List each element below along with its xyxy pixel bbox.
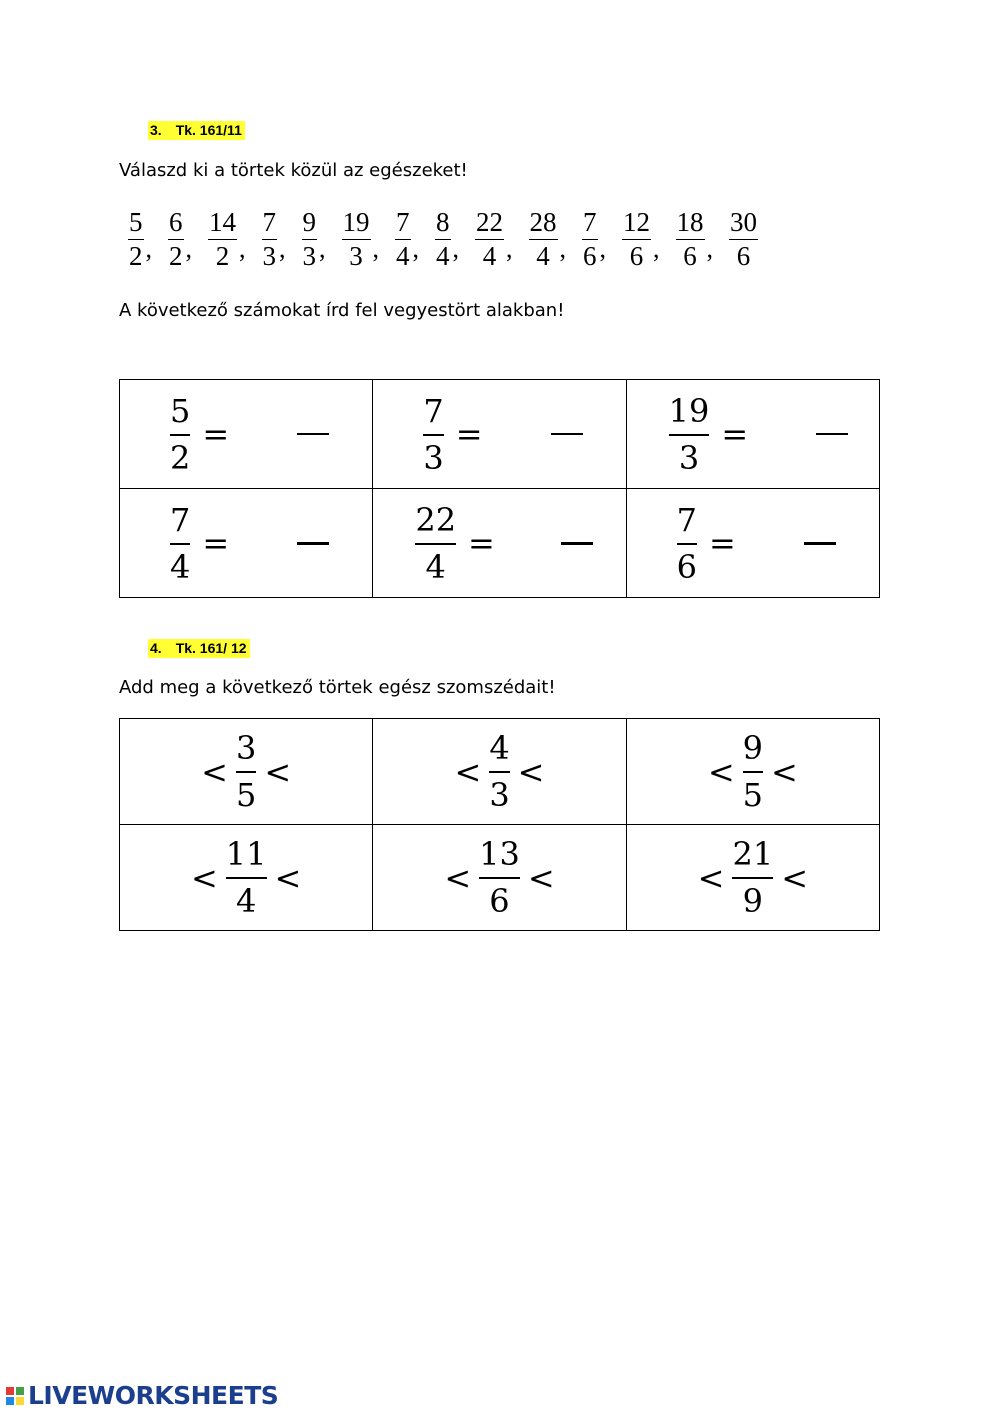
equals-sign: = [455, 415, 483, 453]
less-than-sign: < [264, 752, 292, 791]
footer-branding [6, 1381, 278, 1410]
equals-sign: = [202, 524, 230, 562]
numerator: 14 [209, 207, 236, 237]
denominator: 2 [170, 438, 191, 477]
numerator: 7 [396, 207, 410, 237]
denominator: 3 [302, 241, 316, 271]
task3-reference: Tk. 161/11 [175, 122, 242, 138]
separator-comma: , [653, 234, 660, 263]
less-than-sign: < [781, 858, 808, 897]
numerator: 3 [235, 729, 257, 767]
fraction [170, 500, 191, 586]
fraction [236, 731, 256, 812]
less-than-sign: < [517, 752, 545, 791]
fraction [489, 731, 509, 812]
neighbor-cell [626, 719, 879, 825]
numerator: 7 [262, 207, 276, 237]
denominator: 2 [215, 241, 230, 271]
separator-comma: , [279, 234, 286, 263]
denominator: 2 [169, 241, 183, 271]
brand-name: LIVEWORKSHEETS [28, 1381, 279, 1410]
task3-instruction-mixed: A következő számokat írd fel vegyestört alakban! [119, 300, 565, 321]
less-than-sign: < [444, 858, 472, 897]
fraction [170, 391, 191, 477]
denominator: 5 [742, 776, 763, 814]
numerator: 8 [436, 207, 450, 237]
fraction [668, 391, 710, 477]
neighbor-cell [120, 719, 373, 825]
fraction [676, 500, 698, 586]
logo-icon [6, 1387, 24, 1405]
fraction-list [128, 208, 758, 270]
numerator: 28 [529, 207, 557, 237]
neighbor-cell [373, 825, 626, 931]
fraction-item[interactable] [262, 208, 278, 270]
fraction [415, 500, 457, 586]
less-than-sign: < [454, 752, 482, 791]
fraction-item[interactable] [622, 208, 651, 270]
answer-blank[interactable] [561, 542, 593, 545]
numerator: 19 [668, 391, 710, 430]
answer-blank[interactable] [297, 433, 329, 435]
less-than-sign: < [274, 858, 302, 897]
numerator: 12 [623, 207, 650, 237]
denominator: 6 [683, 241, 697, 271]
task4-reference: Tk. 161/ 12 [175, 640, 247, 656]
numerator: 7 [170, 500, 191, 539]
numerator: 7 [583, 207, 597, 237]
fraction-item[interactable] [342, 208, 371, 270]
denominator: 4 [396, 241, 410, 271]
fraction-item[interactable] [395, 208, 411, 270]
integer-neighbor-table [119, 718, 880, 931]
numerator: 4 [489, 729, 510, 767]
answer-blank[interactable] [297, 542, 329, 545]
equals-sign: = [202, 415, 230, 453]
mixed-cell [373, 380, 626, 489]
mixed-cell [373, 489, 626, 598]
task3-heading [148, 121, 245, 140]
equals-sign: = [468, 524, 495, 562]
separator-comma: , [319, 234, 326, 263]
less-than-sign: < [527, 858, 555, 897]
denominator: 6 [629, 241, 644, 271]
separator-comma: , [452, 234, 459, 263]
fraction [743, 731, 763, 812]
numerator: 5 [170, 391, 191, 430]
separator-comma: , [145, 234, 152, 263]
less-than-sign: < [771, 752, 798, 791]
numerator: 9 [742, 729, 763, 767]
task3-number: 3. [150, 122, 162, 138]
mixed-cell [626, 489, 879, 598]
numerator: 11 [225, 835, 267, 873]
denominator: 6 [736, 241, 751, 271]
numerator: 7 [676, 500, 698, 539]
denominator: 4 [482, 241, 497, 271]
task4-number: 4. [150, 640, 162, 656]
fraction [226, 837, 267, 918]
answer-blank[interactable] [804, 542, 836, 545]
denominator: 6 [489, 882, 510, 920]
neighbor-cell [120, 825, 373, 931]
task4-instruction: Add meg a következő törtek egész szomszédait! [119, 677, 556, 698]
mixed-cell [120, 380, 373, 489]
fraction [423, 391, 444, 477]
denominator: 6 [676, 547, 698, 586]
fraction-item[interactable] [302, 208, 318, 270]
numerator: 19 [342, 207, 370, 237]
numerator: 7 [423, 391, 444, 430]
denominator: 3 [349, 241, 363, 271]
neighbor-cell [373, 719, 626, 825]
denominator: 6 [583, 241, 597, 271]
fraction-item[interactable] [435, 208, 451, 270]
less-than-sign: < [201, 752, 228, 791]
separator-comma: , [412, 234, 419, 263]
task4-heading [148, 639, 250, 658]
fraction-item[interactable] [128, 208, 144, 270]
numerator: 5 [129, 207, 143, 237]
separator-comma: , [506, 234, 513, 263]
numerator: 18 [676, 207, 704, 237]
less-than-sign: < [190, 858, 218, 897]
less-than-sign: < [707, 752, 735, 791]
numerator: 22 [476, 207, 503, 237]
separator-comma: , [599, 234, 606, 263]
denominator: 4 [536, 241, 550, 271]
separator-comma: , [559, 234, 566, 263]
denominator: 3 [423, 438, 444, 477]
denominator: 4 [170, 547, 191, 586]
neighbor-cell [626, 825, 879, 931]
fraction-item[interactable] [475, 208, 504, 270]
fraction-item[interactable] [208, 208, 237, 270]
denominator: 4 [235, 882, 257, 920]
denominator: 4 [436, 241, 450, 271]
denominator: 3 [262, 241, 276, 271]
fraction-item[interactable] [676, 208, 705, 270]
denominator: 3 [678, 438, 700, 477]
fraction-item[interactable] [729, 208, 758, 270]
fraction [732, 837, 773, 918]
mixed-cell [120, 489, 373, 598]
fraction [479, 837, 520, 918]
denominator: 2 [129, 241, 143, 271]
task3-instruction-integers: Válaszd ki a törtek közül az egészeket! [119, 160, 468, 181]
numerator: 30 [730, 207, 757, 237]
fraction-item[interactable] [582, 208, 598, 270]
equals-sign: = [709, 524, 736, 562]
numerator: 13 [479, 835, 520, 873]
separator-comma: , [185, 234, 192, 263]
separator-comma: , [372, 234, 379, 263]
numerator: 21 [732, 835, 774, 873]
denominator: 4 [425, 547, 446, 586]
numerator: 22 [415, 500, 457, 539]
denominator: 3 [489, 776, 510, 814]
fraction-item[interactable] [529, 208, 558, 270]
separator-comma: , [706, 234, 713, 263]
answer-blank[interactable] [551, 433, 583, 435]
answer-blank[interactable] [816, 433, 848, 435]
numerator: 6 [169, 207, 183, 237]
equals-sign: = [721, 415, 749, 453]
denominator: 9 [742, 882, 763, 920]
mixed-fraction-table [119, 379, 880, 598]
mixed-cell [626, 380, 879, 489]
denominator: 5 [235, 776, 257, 814]
less-than-sign: < [697, 858, 725, 897]
separator-comma: , [239, 234, 246, 263]
numerator: 9 [302, 207, 316, 237]
fraction-item[interactable] [168, 208, 184, 270]
